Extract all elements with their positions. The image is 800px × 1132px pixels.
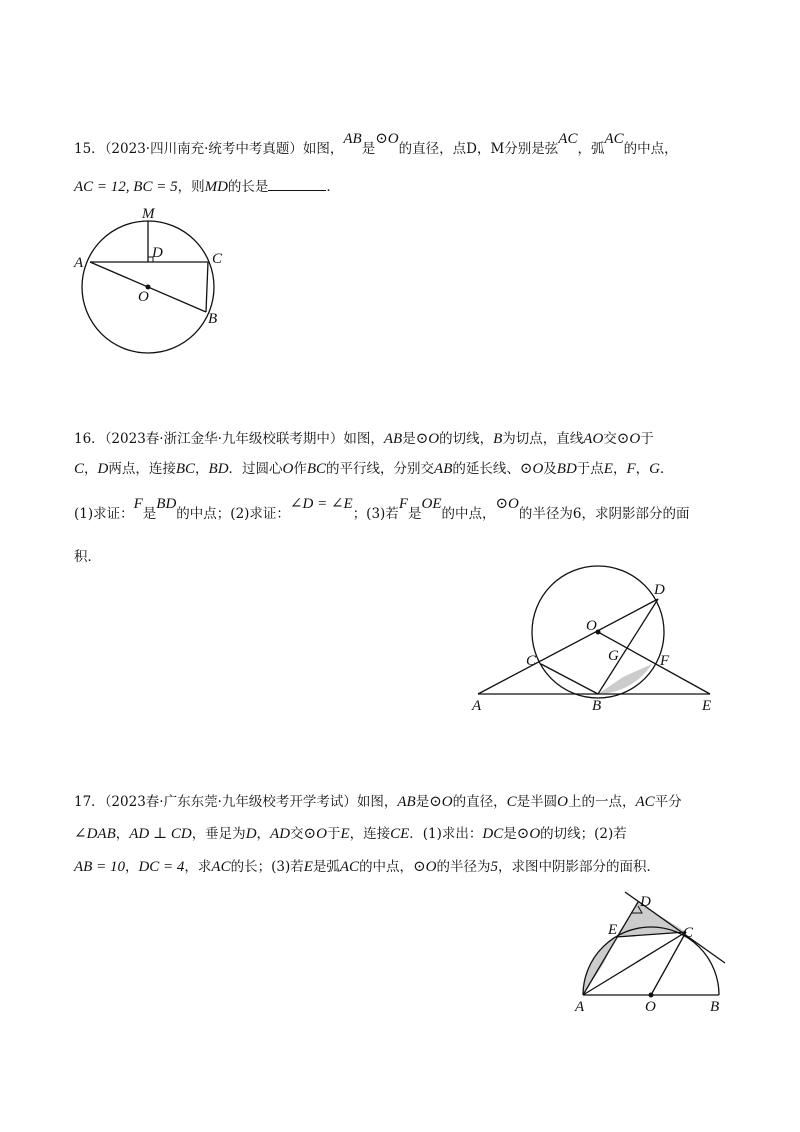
text-run: 交 <box>603 431 617 447</box>
text-run: 的长；(3)若 <box>230 859 304 875</box>
problem-number: 15． <box>74 141 105 157</box>
text-run: (1)求证： <box>74 506 134 522</box>
math-run: ⊙O <box>516 826 541 842</box>
text-run: 的延长线、 <box>452 461 520 477</box>
math-run: AB <box>434 461 453 477</box>
label-c: C <box>683 925 694 941</box>
segment-bc <box>541 664 598 694</box>
math-run: BD <box>208 461 229 477</box>
text-run: 如图， <box>356 794 398 810</box>
text-run: 的中点， <box>441 506 496 522</box>
text-run: 于 <box>326 826 341 842</box>
text-run: 如图， <box>343 431 384 447</box>
math-run: ⊙O <box>616 431 641 447</box>
text-run: ，则 <box>177 179 205 195</box>
text-run: 如图， <box>302 141 344 157</box>
math-run: DC <box>482 826 504 842</box>
math-run: E <box>340 826 350 842</box>
math-run: AC <box>604 131 624 147</box>
math-run: AB <box>343 131 362 147</box>
math-run: ⊙O <box>413 859 437 875</box>
text-run: ，求 <box>184 859 212 875</box>
text-run: 是 <box>361 141 376 157</box>
figure-16 <box>466 578 726 718</box>
problem-17-line-2 <box>74 825 627 843</box>
math-run: B <box>493 431 503 447</box>
text-run: 的切线；(2)若 <box>540 826 627 842</box>
figure-17 <box>570 888 740 1018</box>
math-run: AC <box>558 131 578 147</box>
text-run: 的半径为6，求阴影部分的面 <box>518 506 690 522</box>
problem-15-line-2 <box>74 178 340 196</box>
answer-blank[interactable] <box>268 178 326 191</box>
math-run: F <box>626 461 636 477</box>
text-run: ， <box>124 859 139 875</box>
figure-15 <box>70 205 230 365</box>
math-run: BD <box>556 461 577 477</box>
math-run: F <box>133 496 143 512</box>
label-d: D <box>152 245 163 261</box>
math-run: CE <box>390 826 410 842</box>
label-c: C <box>526 653 537 669</box>
math-run: AC <box>211 859 231 875</box>
problem-source: （2023春·广东东莞·九年级校考开学考试） <box>104 794 357 810</box>
math-run: F <box>398 496 408 512</box>
text-run: 的直径，点D，M分别是弦 <box>398 141 559 157</box>
text-run: 上的一点， <box>567 794 636 810</box>
label-a: A <box>472 698 482 714</box>
text-run: ． <box>659 461 674 477</box>
segment-bc <box>206 262 208 312</box>
text-run: 交 <box>290 826 304 842</box>
text-run: 为切点，直线 <box>502 431 584 447</box>
label-o: O <box>586 618 597 634</box>
label-a: A <box>575 999 585 1015</box>
label-o: O <box>645 999 656 1015</box>
text-run: ，求图中阴影部分的面积． <box>497 859 660 875</box>
text-run: 平分 <box>654 794 682 810</box>
label-e: E <box>702 698 712 714</box>
text-run: 是 <box>503 826 517 842</box>
math-run: E <box>603 461 613 477</box>
math-run: AD <box>270 826 291 842</box>
label-e: E <box>608 922 618 938</box>
math-run: ∠D = ∠E <box>289 496 353 512</box>
math-run: AO <box>583 431 604 447</box>
math-run: D <box>245 826 257 842</box>
math-run: O <box>282 461 294 477</box>
text-run: ． <box>326 179 340 195</box>
label-a: A <box>74 255 84 271</box>
text-run: 的切线， <box>439 431 494 447</box>
text-run: 是 <box>142 506 157 522</box>
math-run: O <box>557 794 568 810</box>
text-run: 的长是 <box>227 179 269 195</box>
label-f: F <box>660 653 670 669</box>
line-ad <box>583 902 638 995</box>
label-d: D <box>640 894 651 910</box>
label-o: O <box>138 289 149 305</box>
text-run: 的直径， <box>452 794 507 810</box>
math-run: ∠DAB <box>74 826 116 842</box>
text-run: ， <box>115 826 130 842</box>
math-run: ⊙O <box>415 431 440 447</box>
math-run: ⊙O <box>495 496 519 512</box>
problem-source: （2023春·浙江金华·九年级校联考期中） <box>104 431 344 447</box>
text-run: 的中点， <box>623 141 678 157</box>
text-run: ．(1)求出： <box>409 826 483 842</box>
text-run: ， <box>195 461 209 477</box>
text-run: 作 <box>293 461 307 477</box>
math-run: OE <box>421 496 442 512</box>
center-dot <box>649 993 654 998</box>
problem-15-line-1 <box>74 131 678 158</box>
problem-16-line-2 <box>74 460 673 478</box>
segment-oc <box>651 932 686 995</box>
text-run: 是 <box>402 431 416 447</box>
label-m: M <box>142 206 155 222</box>
label-c: C <box>212 251 223 267</box>
math-run: AC = 12, BC = 5 <box>74 179 178 195</box>
math-run: MD <box>204 179 228 195</box>
math-run: AB = 10 <box>74 859 125 875</box>
problem-number: 16． <box>74 431 105 447</box>
math-run: DC = 4 <box>138 859 185 875</box>
text-run: 的平行线，分别交 <box>326 461 435 477</box>
math-run: AB <box>383 431 403 447</box>
text-run: 及 <box>543 461 557 477</box>
math-run: C <box>506 794 517 810</box>
problem-source: （2023·四川南充·统考中考真题） <box>104 141 303 157</box>
math-run: E <box>303 859 313 875</box>
label-g: G <box>608 648 619 664</box>
math-run: AC <box>339 859 360 875</box>
math-run: BD <box>156 496 177 512</box>
problem-16-line-4 <box>74 548 101 566</box>
problem-number: 17． <box>74 794 105 810</box>
math-run: ⊙O <box>375 131 399 147</box>
text-run: ．过圆心 <box>228 461 283 477</box>
text-run: ，垂足为 <box>191 826 246 842</box>
math-run: AC <box>635 794 655 810</box>
problem-17-line-3 <box>74 858 660 876</box>
text-run: 是半圆 <box>516 794 558 810</box>
math-run: ⊙O <box>429 794 453 810</box>
text-run: 是 <box>407 506 422 522</box>
label-b: B <box>592 698 602 714</box>
text-run: ， <box>84 461 98 477</box>
math-run: C <box>74 461 85 477</box>
label-d: D <box>654 582 665 598</box>
math-run: ⊙O <box>303 826 327 842</box>
math-run: G <box>649 461 660 477</box>
math-run: AB <box>397 794 416 810</box>
math-run: BC <box>175 461 196 477</box>
math-run: 5 <box>490 859 498 875</box>
label-b: B <box>208 311 218 327</box>
math-run: D <box>97 461 109 477</box>
label-b: B <box>710 999 720 1015</box>
text-run: 于点 <box>576 461 604 477</box>
math-run: AD ⊥ CD <box>129 826 192 842</box>
text-run: ；(3)若 <box>352 506 399 522</box>
problem-16-line-1 <box>74 430 654 448</box>
text-run: 是弧 <box>312 859 340 875</box>
problem-17-line-1 <box>74 793 682 811</box>
text-run: ，弧 <box>577 141 605 157</box>
text-run: 是 <box>415 794 430 810</box>
text-run: ， <box>635 461 650 477</box>
text-run: 的中点， <box>359 859 414 875</box>
text-run: 两点，连接 <box>108 461 176 477</box>
text-run: 于 <box>640 431 654 447</box>
problem-16-line-3 <box>74 496 690 523</box>
text-run: 的中点；(2)求证： <box>176 506 290 522</box>
text-run: ，连接 <box>349 826 391 842</box>
text-run: 积． <box>74 549 101 565</box>
math-run: ⊙O <box>519 461 544 477</box>
text-run: ， <box>256 826 271 842</box>
text-run: ， <box>612 461 627 477</box>
text-run: 的半径为 <box>436 859 491 875</box>
math-run: BC <box>306 461 327 477</box>
